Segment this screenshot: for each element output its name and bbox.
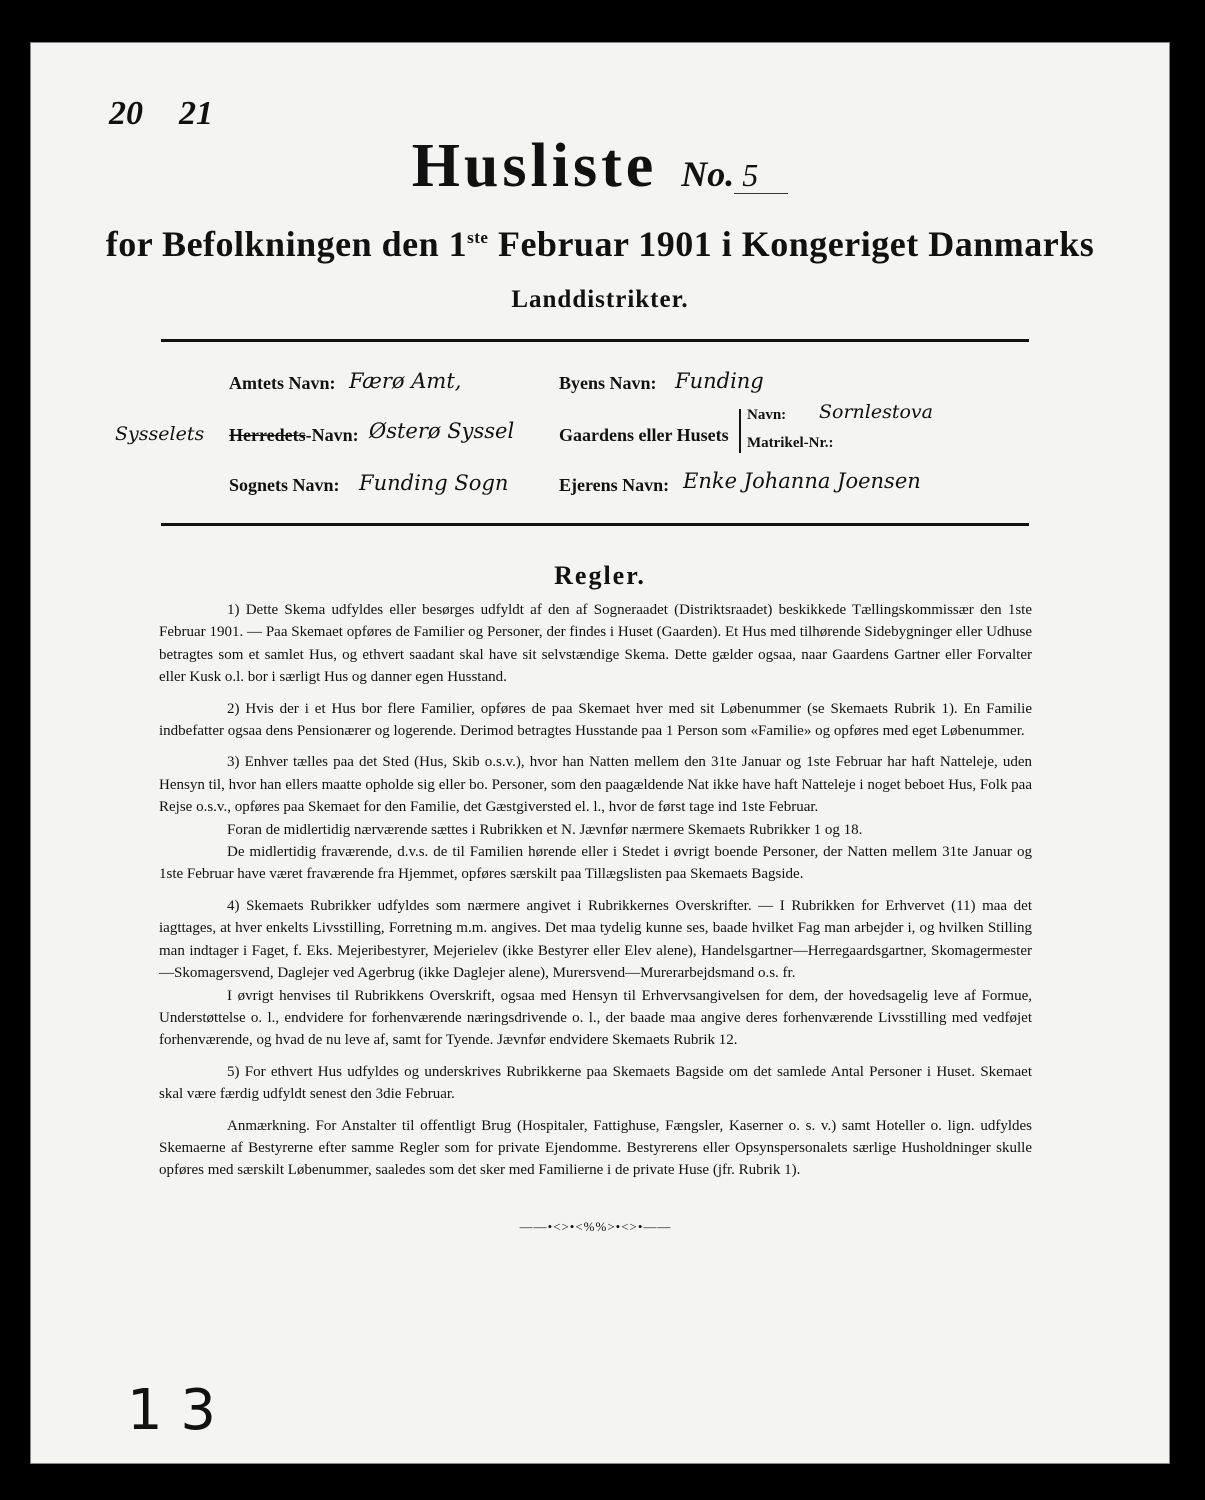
subtitle-part-2: Februar 1901 i Kongeriget Danmarks — [488, 224, 1095, 264]
rule-paragraph-3c: De midlertidig fraværende, d.v.s. de til Familien hørende eller i Stedet i øvrigt boende Personer, der Natten mellem 31te Januar og 1ste Februar have været fraværende fra Hjemmet, opføres særskilt paa Tillægslisten paa Skemaets Bagside. — [159, 844, 1032, 883]
rule-paragraph-2: 2) Hvis der i et Hus bor flere Familier, opføres de paa Skemaet hver med sit Løbenummer (se Skemaets Rubrik 1). En Familie indbefatter ogsaa dens Pensionærer og logerende. Derimod betragtes Husstande paa 1 Person som «Familie» og opføres med eget Løbenummer. — [159, 700, 1032, 740]
top-divider — [161, 339, 1029, 342]
subtitle-part-1: for Befolkningen den 1 — [105, 224, 468, 264]
rule-paragraph-5: 5) For ethvert Hus udfyldes og underskrives Rubrikkerne paa Skemaets Bagside om det samlede Antal Personer i Huset. Skemaet skal være færdig udfyldt senest den 3die Februar. — [159, 1063, 1032, 1103]
ejer-label: Ejerens Navn: — [559, 475, 670, 495]
corner-number-right: 21 — [179, 95, 213, 132]
amt-value: Færø Amt, — [349, 369, 462, 393]
rule-paragraph-1: 1) Dette Skema udfyldes eller besørges udfyldt af den af Sogneraadet (Distriktsraadet) beskikkede Tællingskommissær den 1ste Februar 1901. — Paa Skemaet opføres de Familier og Personer, der findes i Huset (Gaarden). Et Hus med tilhørende Sidebygninger eller Udhuse betragtes som et samlet Hus, og ethvert saadant skal have sit selvstændige Skema. Dette gælder ogsaa, naar Gaardens Gartner eller Forvalter eller Kusk o.l. bor i særligt Hus og danner egen Husstand. — [159, 602, 1032, 686]
title-row — [31, 131, 1169, 202]
by-value: Funding — [675, 369, 764, 393]
sogn-label: Sognets Navn: — [229, 475, 340, 495]
navn-value: Sornlestova — [819, 401, 933, 423]
census-form-page — [30, 42, 1170, 1464]
sogn-value: Funding Sogn — [359, 471, 509, 495]
subtitle-superscript: ste — [467, 228, 489, 247]
rule-paragraph-3: 3) Enhver tælles paa det Sted (Hus, Skib o.s.v.), hvor han Natten mellem den 31te Januar og 1ste Februar har haft Natteleje, uden Hensyn til, hvor han ellers maatte opholde sig eller bo. Personer, som den paagældende Nat ikke have haft Natteleje i noget beboet Hus, Folk paa Rejse o.s.v., opføres paa Skemaet for den Familie, det Gæstgiversted el. l., hvor de først tage ind 1ste Februar. — [159, 754, 1032, 816]
herred-value: Østerø Syssel — [369, 419, 515, 443]
page-title: Husliste — [411, 132, 658, 200]
by-label: Byens Navn: — [559, 373, 657, 393]
navn-label: Navn: — [747, 407, 787, 423]
herred-label-navn: Navn: — [311, 425, 359, 445]
rules-heading: Regler. — [554, 561, 646, 590]
number-value: 5 — [734, 157, 788, 194]
gaard-brace — [739, 409, 741, 453]
corner-number-left: 20 — [109, 95, 143, 132]
herred-label: Herredets-Navn: — [229, 425, 359, 445]
number-label: No. — [681, 154, 735, 194]
ejer-value: Enke Johanna Joensen — [683, 469, 921, 493]
herred-label-struck: Herredets — [229, 425, 306, 445]
footer-number: 1 3 — [127, 1378, 217, 1443]
rule-paragraph-4: 4) Skemaets Rubrikker udfyldes som nærmere angivet i Rubrikkernes Overskrifter. — I Rubrikken for Erhvervet (11) maa det iagttages, at hver enkelts Livsstilling, Forretning m.m. angives. Det maa tydelig kunne ses, baade hvilket Fag man arbejder i, og hvilken Stilling man indtager i Faget, f. Eks. Mejeribestyrer, Mejerielev (ikke Bestyrer eller Elev alene), Handelsgartner—Herregaardsgartner, Skomagermester—Skomagersvend, Daglejer ved Agerbrug (ikke Daglejer alene), Murersvend—Murerarbejdsmand o.s. fr. — [159, 897, 1032, 982]
herred-margin-note: Sysselets — [115, 423, 205, 445]
rule-paragraph-3b: Foran de midlertidig nærværende sættes i Rubrikken et N. Jævnfør nærmere Skemaets Rubrikker 1 og 18. — [227, 821, 863, 838]
rule-paragraph-4b: I øvrigt henvises til Rubrikkens Overskrift, ogsaa med Hensyn til Erhvervsangivelsen for dem, der hovedsagelig leve af Formue, Understøttelse o. l., endvidere for forhenværende næringsdrivende o. l., der baade maa angive deres forhenværende Livsstilling med vedføjet forhenværende, og hvad de nu leve af, samt for Tyende. Jævnfør endvidere Skemaets Rubrik 12. — [159, 987, 1032, 1049]
district-heading: Landdistrikter. — [511, 286, 689, 313]
amt-label: Amtets Navn: — [229, 373, 336, 393]
rule-annotation: Anmærkning. For Anstalter til offentligt Brug (Hospitaler, Fattighuse, Fængsler, Kaserner o. s. v.) samt Hoteller o. lign. udfyldes Skemaerne af Bestyrerne efter samme Regler som for private Ejendomme. Bestyrerens eller Opsynspersonalets særlige Husholdninger skulle opføres med særskilt Løbenummer, saaledes som det sker med Familierne i de private Huse (jfr. Rubrik 1). — [159, 1117, 1032, 1179]
ornament-divider: ——•<>•<%%>•<>•—— — [519, 1218, 672, 1234]
page-subtitle — [31, 223, 1169, 265]
matrikel-label: Matrikel-Nr.: — [747, 435, 834, 451]
gaard-label: Gaardens eller Husets — [559, 425, 729, 445]
fields-divider — [161, 523, 1029, 526]
rules-body — [159, 599, 1032, 1238]
